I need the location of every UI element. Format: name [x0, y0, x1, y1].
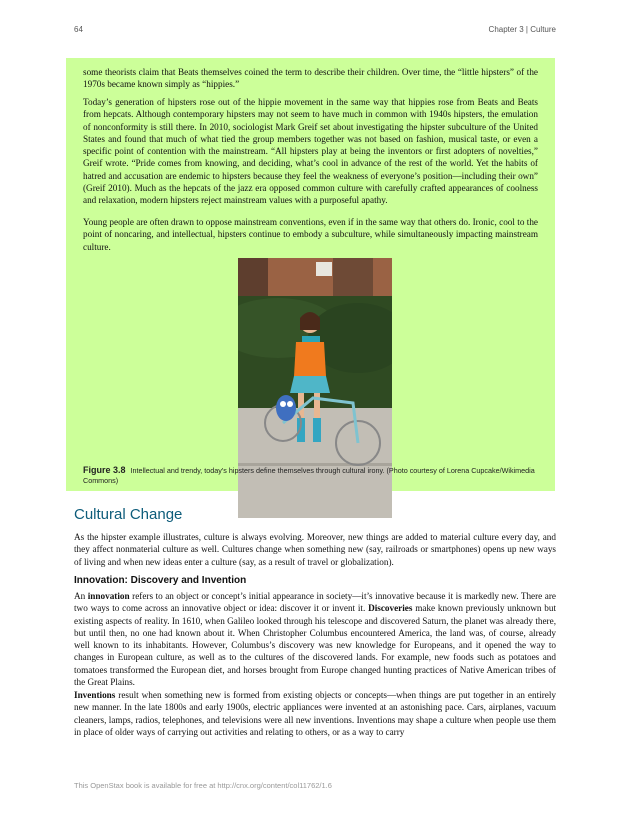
text-run: result when something new is formed from existing objects or concepts—when things are put together in an entirely new manner. In the late 1800s and early 1900s, electric appliances were invented at an astonishing pace. Cars, airplanes, vacuum cleaners, lamps, radios, telephones, and televisions were all new inventions. Inventions may shape a culture when people use them in place of older ways of carrying out activities and relating to others, or as a way to carry [74, 690, 556, 737]
text-run: An [74, 591, 88, 601]
figure-caption [83, 465, 543, 486]
feature-paragraph: Today’s generation of hipsters rose out of the hippie movement in the same way that hippies rose from Beats and Beats from hepcats. Although contemporary hipsters may not seem to have much in common with 1940s hipsters, the emulation of nonconformity is still there. In 2010, sociologist Mark Greif set about investigating the hipster subculture of the United States and found that much of what tied the group members together was not based on fashion, musical taste, or even a specific point of contention with the mainstream. “All hipsters play at being the inventors or first adopters of novelties,” Greif wrote. “Pride comes from knowing, and deciding, what’s cool in advance of the rest of the world. Yet the habits of hatred and accusation are endemic to hipsters because they feel the weakness of everyone’s position—including their own” (Greif 2010). Much as the hepcats of the jazz era opposed common culture with carefully crafted appearances of coolness and relaxation, modern hipsters reject mainstream values with a purposeful apathy. [83, 97, 538, 206]
subheading: Innovation: Discovery and Invention [74, 575, 247, 586]
figure-caption-text: Intellectual and trendy, today's hipsters define themselves through cultural irony. (Photo courtesy of Lorena Cupcake/Wikimedia Commons) [83, 466, 535, 485]
feature-paragraph: Young people are often drawn to oppose mainstream conventions, even if in the same way that others do. Ironic, cool to the point of noncaring, and intellectual, hipsters continue to embody a subculture, while simultaneously impacting mainstream culture. [83, 217, 538, 252]
feature-paragraph: some theorists claim that Beats themselves coined the term to describe their children. Over time, the “little hipsters” of the 1970s became known simply as “hippies.” [83, 67, 538, 90]
footer-note: This OpenStax book is available for free at http://cnx.org/content/col11762/1.6 [74, 781, 332, 790]
feature-box [66, 58, 555, 491]
text-run: refers to an object or concept’s initial appearance in society—it’s innovative because it is markedly new. There are two ways to come across an innovative object or idea: discover it or invent it. [74, 591, 556, 614]
key-term: Inventions [74, 690, 116, 700]
section-title: Cultural Change [74, 506, 183, 523]
text-run: make known previously unknown but existing aspects of reality. In 1610, when Galileo looked through his telescope and discovered Saturn, the planet was already there, but until then, no one had known about it. When Christopher Columbus encountered America, the land was, of course, already well known to its inhabitants. However, Columbus’s discovery was new knowledge for Europeans, and it opened the way to changes in European culture, as well as to the cultures of the discovered lands. For example, new foods such as potatoes and tomatoes transformed the European diet, and horses brought from Europe changed hunting practices of Native American tribes of the Great Plains. [74, 603, 556, 688]
body-paragraph [74, 689, 556, 738]
figure-label: Figure 3.8 [83, 465, 126, 475]
running-head: Chapter 3 | Culture [488, 25, 556, 34]
body-paragraph [74, 590, 556, 688]
page-number: 64 [74, 25, 83, 34]
key-term: innovation [87, 591, 130, 601]
key-term: Discoveries [368, 603, 413, 614]
body-paragraph: As the hipster example illustrates, culture is always evolving. Moreover, new things are added to material culture every day, and they affect nonmaterial culture as well. Cultures change when something new (say, railroads or smartphones) opens up new ways of living and when new ideas enter a culture (say, as a result of travel or globalization). [74, 532, 556, 567]
